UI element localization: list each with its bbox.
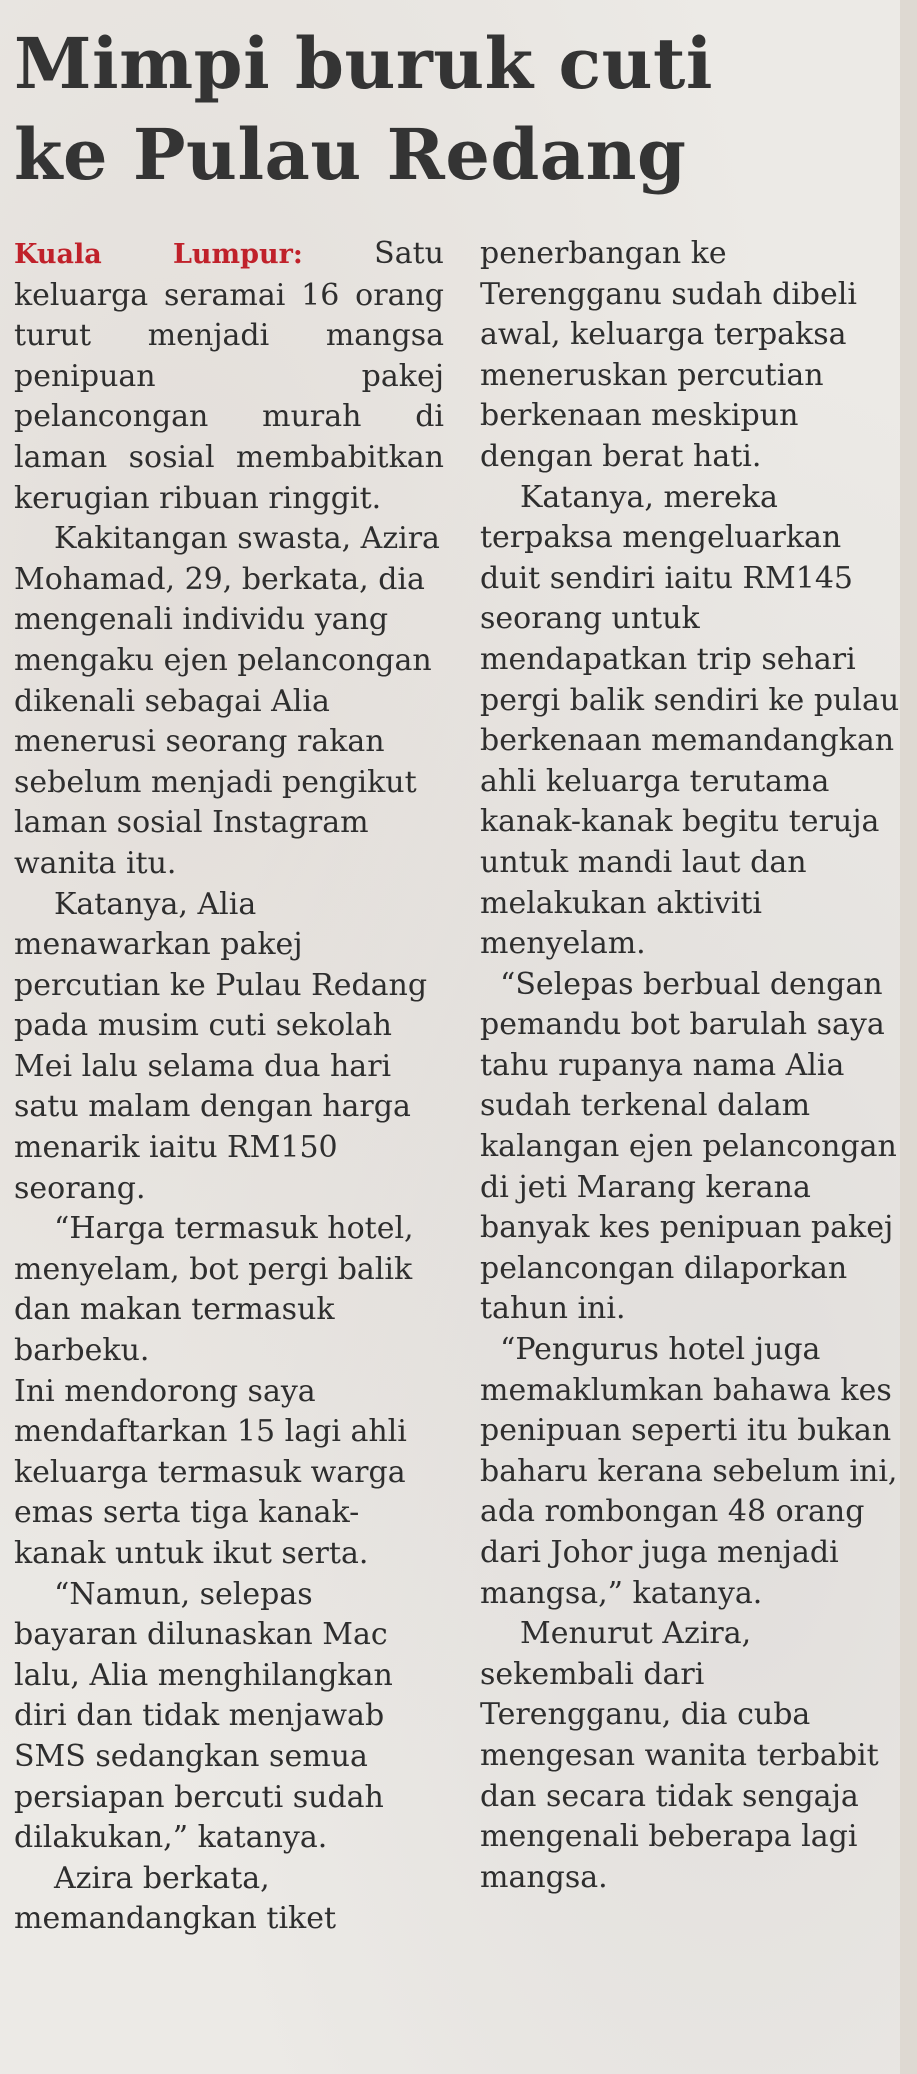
paragraph-12: Menurut Azira, sekembali dari Terengganu, dia cuba mengesan wanita terbabit dan secara tidak sengaja mengenali beberapa lagi mangsa. [480, 1616, 879, 1895]
article-column-left [14, 234, 444, 1940]
headline-line-2: ke Pulau Redang [14, 113, 687, 196]
paragraph-10: “Selepas berbual dengan pemandu bot barulah saya tahu rupanya nama Alia sudah terkenal dalam kalangan ejen pelancongan di jeti Marang kerana banyak kes penipuan pakej pelancongan dilaporkan tahun ini. [480, 966, 897, 1327]
article-column-right [480, 234, 900, 1898]
paragraph-7: Azira berkata, memandangkan tiket [14, 1860, 337, 1937]
dateline: Kuala Lumpur: [14, 239, 303, 270]
paragraph-5: Ini mendorong saya mendaftarkan 15 lagi ahli keluarga termasuk warga emas serta tiga kanak-kanak untuk ikut serta. [14, 1373, 407, 1571]
paragraph-1-text: Satu keluarga seramai 16 orang turut menjadi mangsa penipuan pakej pelancongan murah di laman sosial membabitkan kerugian ribuan ringgit. [14, 236, 444, 516]
paragraph-9: Katanya, mereka terpaksa mengeluarkan duit sendiri iaitu RM145 seorang untuk mendapatkan trip sehari pergi balik sendiri ke pulau berkenaan memandangkan ahli keluarga terutama kanak-kanak begitu teruja untuk mandi laut dan melakukan aktiviti menyelam. [480, 479, 900, 962]
paragraph-3: Katanya, Alia menawarkan pakej percutian ke Pulau Redang pada musim cuti sekolah Mei lalu selama dua hari satu malam dengan harga menarik iaitu RM150 seorang. [14, 886, 428, 1206]
paragraph-11: “Pengurus hotel juga memaklumkan bahawa kes penipuan seperti itu bukan baharu kerana sebelum ini, ada rombongan 48 orang dari Johor juga menjadi mangsa,” katanya. [480, 1332, 898, 1611]
paragraph-1 [14, 234, 444, 519]
paragraph-6: “Namun, selepas bayaran dilunaskan Mac lalu, Alia menghilangkan diri dan tidak menjawab SMS sedangkan semua persiapan bercuti sudah dilakukan,” katanya. [14, 1576, 393, 1856]
paragraph-2: Kakitangan swasta, Azira Mohamad, 29, berkata, dia mengenali individu yang mengaku ejen pelancongan dikenali sebagai Alia menerusi seorang rakan sebelum menjadi pengikut laman sosial Instagram wanita itu. [14, 521, 440, 881]
article-headline [14, 18, 834, 200]
adjacent-column-edge [900, 0, 917, 2074]
headline-line-1: Mimpi buruk cuti [14, 22, 713, 105]
paragraph-8: penerbangan ke Terengganu sudah dibeli awal, keluarga terpaksa meneruskan percutian berkenaan meskipun dengan berat hati. [480, 236, 857, 474]
paragraph-4: “Harga termasuk hotel, menyelam, bot pergi balik dan makan termasuk barbeku. [14, 1211, 414, 1369]
